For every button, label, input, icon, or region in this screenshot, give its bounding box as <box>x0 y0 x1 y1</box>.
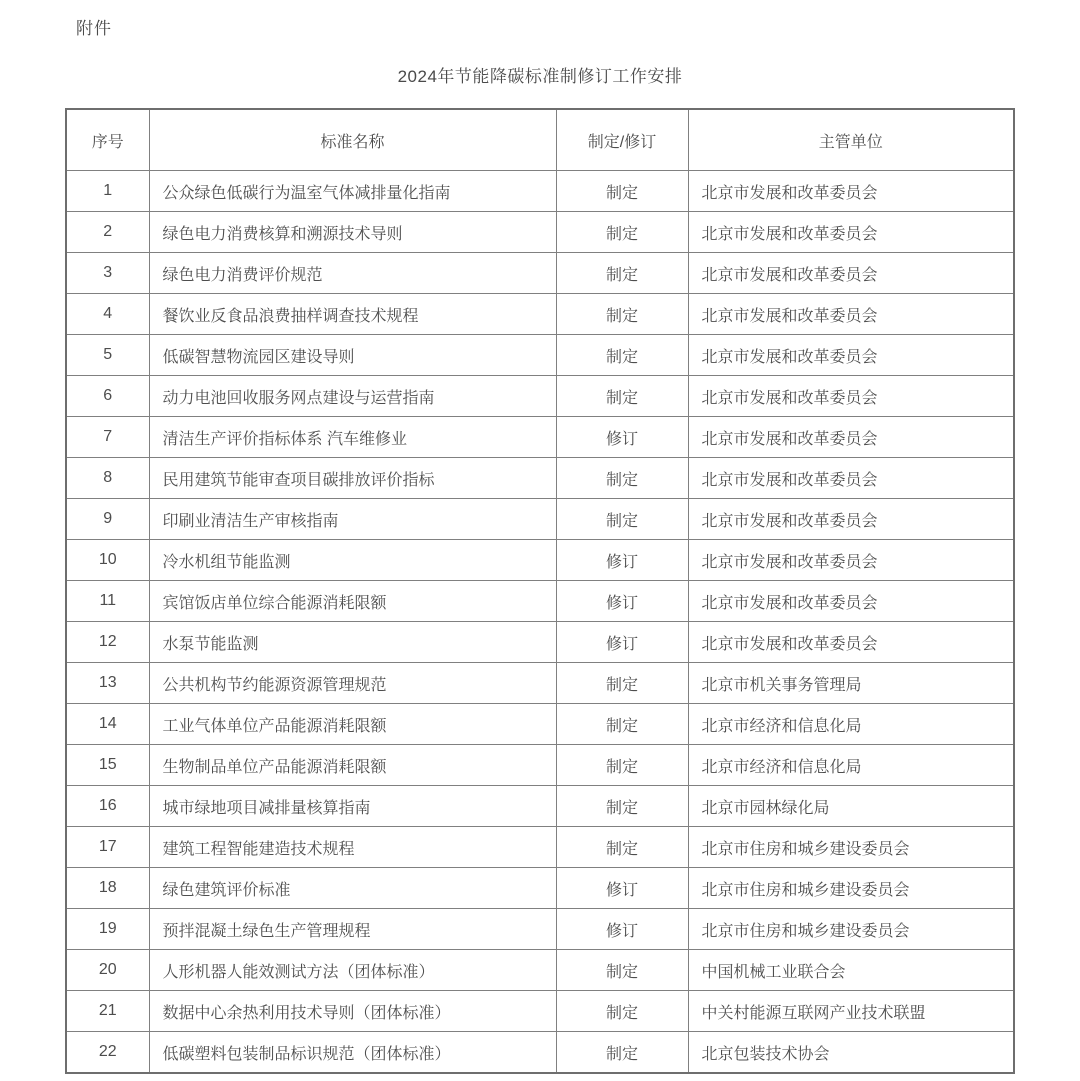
formulate-revise-cell: 修订 <box>556 540 688 581</box>
standard-name-cell: 公众绿色低碳行为温室气体减排量化指南 <box>149 171 556 212</box>
table-row <box>66 786 1014 827</box>
standard-name-cell: 低碳智慧物流园区建设导则 <box>149 335 556 376</box>
responsible-unit-cell: 北京市发展和改革委员会 <box>688 417 1014 458</box>
table-row <box>66 417 1014 458</box>
formulate-revise-cell: 制定 <box>556 335 688 376</box>
formulate-revise-cell: 制定 <box>556 1032 688 1074</box>
serial-number-cell: 22 <box>66 1032 149 1074</box>
formulate-revise-cell: 修订 <box>556 417 688 458</box>
serial-number-cell: 4 <box>66 294 149 335</box>
serial-number-cell: 10 <box>66 540 149 581</box>
responsible-unit-cell: 中关村能源互联网产业技术联盟 <box>688 991 1014 1032</box>
standard-name-cell: 公共机构节约能源资源管理规范 <box>149 663 556 704</box>
responsible-unit-cell: 北京市经济和信息化局 <box>688 704 1014 745</box>
table-row <box>66 622 1014 663</box>
table-row <box>66 253 1014 294</box>
formulate-revise-cell: 制定 <box>556 253 688 294</box>
serial-number-cell: 1 <box>66 171 149 212</box>
responsible-unit-cell: 北京包装技术协会 <box>688 1032 1014 1074</box>
table-row <box>66 212 1014 253</box>
responsible-unit-cell: 北京市发展和改革委员会 <box>688 540 1014 581</box>
responsible-unit-cell: 北京市发展和改革委员会 <box>688 335 1014 376</box>
responsible-unit-cell: 北京市发展和改革委员会 <box>688 376 1014 417</box>
formulate-revise-cell: 修订 <box>556 868 688 909</box>
standard-name-cell: 数据中心余热利用技术导则（团体标准） <box>149 991 556 1032</box>
responsible-unit-cell: 北京市发展和改革委员会 <box>688 253 1014 294</box>
standard-name-cell: 绿色建筑评价标准 <box>149 868 556 909</box>
standard-name-cell: 工业气体单位产品能源消耗限额 <box>149 704 556 745</box>
serial-number-cell: 19 <box>66 909 149 950</box>
serial-number-cell: 21 <box>66 991 149 1032</box>
standard-name-cell: 城市绿地项目减排量核算指南 <box>149 786 556 827</box>
table-row <box>66 458 1014 499</box>
formulate-revise-cell: 制定 <box>556 376 688 417</box>
standard-name-cell: 绿色电力消费评价规范 <box>149 253 556 294</box>
standard-name-cell: 民用建筑节能审查项目碳排放评价指标 <box>149 458 556 499</box>
table-row <box>66 499 1014 540</box>
column-header-standard-name: 标准名称 <box>149 109 556 171</box>
responsible-unit-cell: 北京市住房和城乡建设委员会 <box>688 909 1014 950</box>
standard-name-cell: 建筑工程智能建造技术规程 <box>149 827 556 868</box>
table-row <box>66 991 1014 1032</box>
serial-number-cell: 15 <box>66 745 149 786</box>
responsible-unit-cell: 北京市发展和改革委员会 <box>688 212 1014 253</box>
responsible-unit-cell: 北京市经济和信息化局 <box>688 745 1014 786</box>
formulate-revise-cell: 制定 <box>556 499 688 540</box>
standard-name-cell: 宾馆饭店单位综合能源消耗限额 <box>149 581 556 622</box>
serial-number-cell: 3 <box>66 253 149 294</box>
standard-name-cell: 绿色电力消费核算和溯源技术导则 <box>149 212 556 253</box>
serial-number-cell: 7 <box>66 417 149 458</box>
formulate-revise-cell: 制定 <box>556 827 688 868</box>
responsible-unit-cell: 北京市园林绿化局 <box>688 786 1014 827</box>
standard-name-cell: 水泵节能监测 <box>149 622 556 663</box>
table-row <box>66 335 1014 376</box>
standard-name-cell: 人形机器人能效测试方法（团体标准） <box>149 950 556 991</box>
standard-name-cell: 餐饮业反食品浪费抽样调查技术规程 <box>149 294 556 335</box>
table-row <box>66 909 1014 950</box>
standard-name-cell: 动力电池回收服务网点建设与运营指南 <box>149 376 556 417</box>
standard-name-cell: 生物制品单位产品能源消耗限额 <box>149 745 556 786</box>
serial-number-cell: 11 <box>66 581 149 622</box>
standard-name-cell: 冷水机组节能监测 <box>149 540 556 581</box>
table-row <box>66 540 1014 581</box>
standard-name-cell: 印刷业清洁生产审核指南 <box>149 499 556 540</box>
responsible-unit-cell: 北京市发展和改革委员会 <box>688 581 1014 622</box>
responsible-unit-cell: 北京市发展和改革委员会 <box>688 499 1014 540</box>
column-header-responsible-unit: 主管单位 <box>688 109 1014 171</box>
formulate-revise-cell: 制定 <box>556 294 688 335</box>
formulate-revise-cell: 制定 <box>556 704 688 745</box>
column-header-serial-number: 序号 <box>66 109 149 171</box>
table-row <box>66 827 1014 868</box>
formulate-revise-cell: 修订 <box>556 622 688 663</box>
formulate-revise-cell: 修订 <box>556 581 688 622</box>
formulate-revise-cell: 制定 <box>556 950 688 991</box>
standard-name-cell: 低碳塑料包装制品标识规范（团体标准） <box>149 1032 556 1074</box>
table-row <box>66 581 1014 622</box>
header-row <box>66 109 1014 171</box>
serial-number-cell: 16 <box>66 786 149 827</box>
standards-table <box>65 108 1015 1074</box>
table-row <box>66 868 1014 909</box>
standard-name-cell: 清洁生产评价指标体系 汽车维修业 <box>149 417 556 458</box>
serial-number-cell: 13 <box>66 663 149 704</box>
responsible-unit-cell: 北京市住房和城乡建设委员会 <box>688 868 1014 909</box>
responsible-unit-cell: 北京市发展和改革委员会 <box>688 294 1014 335</box>
table-header <box>66 109 1014 171</box>
table-row <box>66 663 1014 704</box>
table-row <box>66 294 1014 335</box>
serial-number-cell: 17 <box>66 827 149 868</box>
formulate-revise-cell: 制定 <box>556 991 688 1032</box>
formulate-revise-cell: 制定 <box>556 663 688 704</box>
page-title: 2024年节能降碳标准制修订工作安排 <box>397 67 683 86</box>
table-row <box>66 704 1014 745</box>
responsible-unit-cell: 北京市发展和改革委员会 <box>688 458 1014 499</box>
table-row <box>66 1032 1014 1074</box>
serial-number-cell: 8 <box>66 458 149 499</box>
serial-number-cell: 14 <box>66 704 149 745</box>
table-row <box>66 950 1014 991</box>
column-header-formulate-revise: 制定/修订 <box>556 109 688 171</box>
responsible-unit-cell: 中国机械工业联合会 <box>688 950 1014 991</box>
serial-number-cell: 6 <box>66 376 149 417</box>
formulate-revise-cell: 制定 <box>556 745 688 786</box>
formulate-revise-cell: 制定 <box>556 212 688 253</box>
formulate-revise-cell: 制定 <box>556 458 688 499</box>
responsible-unit-cell: 北京市发展和改革委员会 <box>688 171 1014 212</box>
table-row <box>66 376 1014 417</box>
formulate-revise-cell: 制定 <box>556 786 688 827</box>
serial-number-cell: 9 <box>66 499 149 540</box>
responsible-unit-cell: 北京市住房和城乡建设委员会 <box>688 827 1014 868</box>
responsible-unit-cell: 北京市机关事务管理局 <box>688 663 1014 704</box>
table-row <box>66 171 1014 212</box>
formulate-revise-cell: 制定 <box>556 171 688 212</box>
serial-number-cell: 5 <box>66 335 149 376</box>
responsible-unit-cell: 北京市发展和改革委员会 <box>688 622 1014 663</box>
serial-number-cell: 12 <box>66 622 149 663</box>
serial-number-cell: 2 <box>66 212 149 253</box>
serial-number-cell: 20 <box>66 950 149 991</box>
attachment-label: 附件 <box>76 19 112 38</box>
serial-number-cell: 18 <box>66 868 149 909</box>
table-row <box>66 745 1014 786</box>
formulate-revise-cell: 修订 <box>556 909 688 950</box>
table-body <box>66 171 1014 1074</box>
standard-name-cell: 预拌混凝土绿色生产管理规程 <box>149 909 556 950</box>
